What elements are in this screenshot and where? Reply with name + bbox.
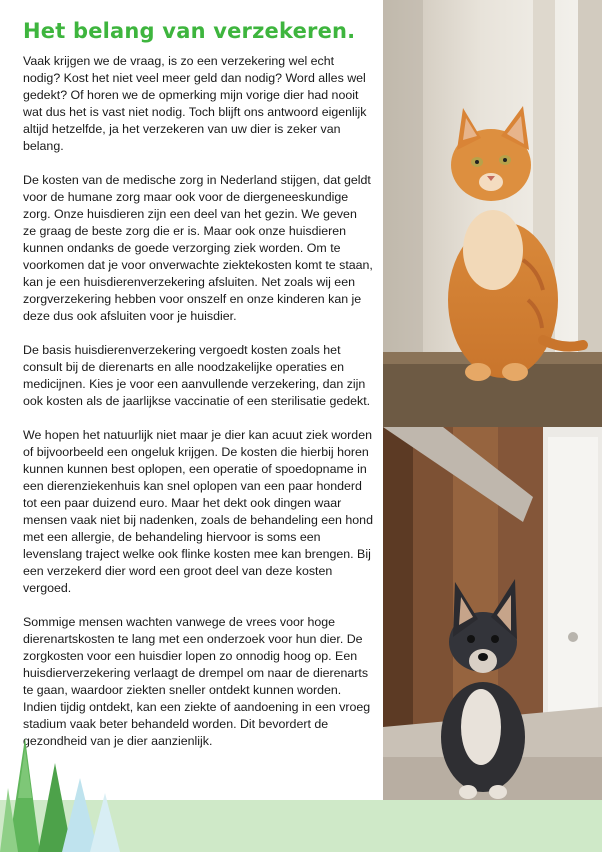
paragraph: De kosten van de medische zorg in Nederland stijgen, dat geldt voor de humane zorg maar ook voor de diergeneeskundige zorg. Onze huisdieren zijn een deel van het gezin. We geven ze graag de beste zorg die er is. Maar ook onze huisdieren kunnen ondanks de goede verzorging ziek worden. Om te voorkomen dat je voor onverwachte ziektekosten komt te staan, kan je een huisdierenverzekering afsluiten. Net zoals wij een zorgverzekering hebben voor onszelf en onze kinderen kan je deze dus ook afsluiten voor je huisdier. [23, 173, 373, 323]
page-title: Het belang van verzekeren. [23, 19, 356, 43]
dog-photo [383, 427, 602, 852]
article-body [23, 53, 373, 767]
paragraph: De basis huisdierenverzekering vergoedt kosten zoals het consult bij de dierenarts en alle noodzakelijke operaties en medicijnen. Kies je voor een aanvullende verzekering, dan zijn ook kosten als de jaarlijkse vaccinatie of een sterilisatie gedekt. [23, 343, 371, 408]
paragraph: We hopen het natuurlijk niet maar je dier kan acuut ziek worden of bijvoorbeeld een ongeluk krijgen. De kosten die hierbij horen kunnen kunnen best oplopen, een operatie of spoedopname in een dierenziekenhuis kan snel oplopen van een paar honderd tot een paar duizend euro. Maar het dekt ook dingen waar mensen vaak niet bij nadenken, zoals de behandeling een hond met een allergie, de behandeling hiervoor is soms een levenslang traject welke ook flinke kosten mee kan brengen. Bij een verzekerd dier word een groot deel van deze kosten vergoed. [23, 428, 373, 595]
cat-photo [383, 0, 602, 427]
trees-illustration [0, 738, 140, 852]
paragraph: Sommige mensen wachten vanwege de vrees voor hoge dierenartskosten te lang met een onderzoek voor hun dier. De zorgkosten voor een huisdier lopen zo onnodig hoog op. Een huisdierverzekering verlaagt de drempel om naar de dierenarts te gaan, waardoor ziekten sneller ontdekt kunnen worden. Indien tijdig ontdekt, kan een ziekte of aandoening in een vroeg stadium vaak beter behandeld worden. Dit bevordert de gezondheid van je dier aanzienlijk. [23, 615, 371, 748]
paragraph: Vaak krijgen we de vraag, is zo een verzekering wel echt nodig? Kost het niet veel meer geld dan nodig? Word alles wel gedekt? Of horen we de opmerking mijn vorige dier had nooit wat dus het is vast niet nodig. Toch blijft ons antwoord eigenlijk altijd hetzelfde, ja het verzekeren van uw dier is zeker van belang. [23, 54, 367, 153]
